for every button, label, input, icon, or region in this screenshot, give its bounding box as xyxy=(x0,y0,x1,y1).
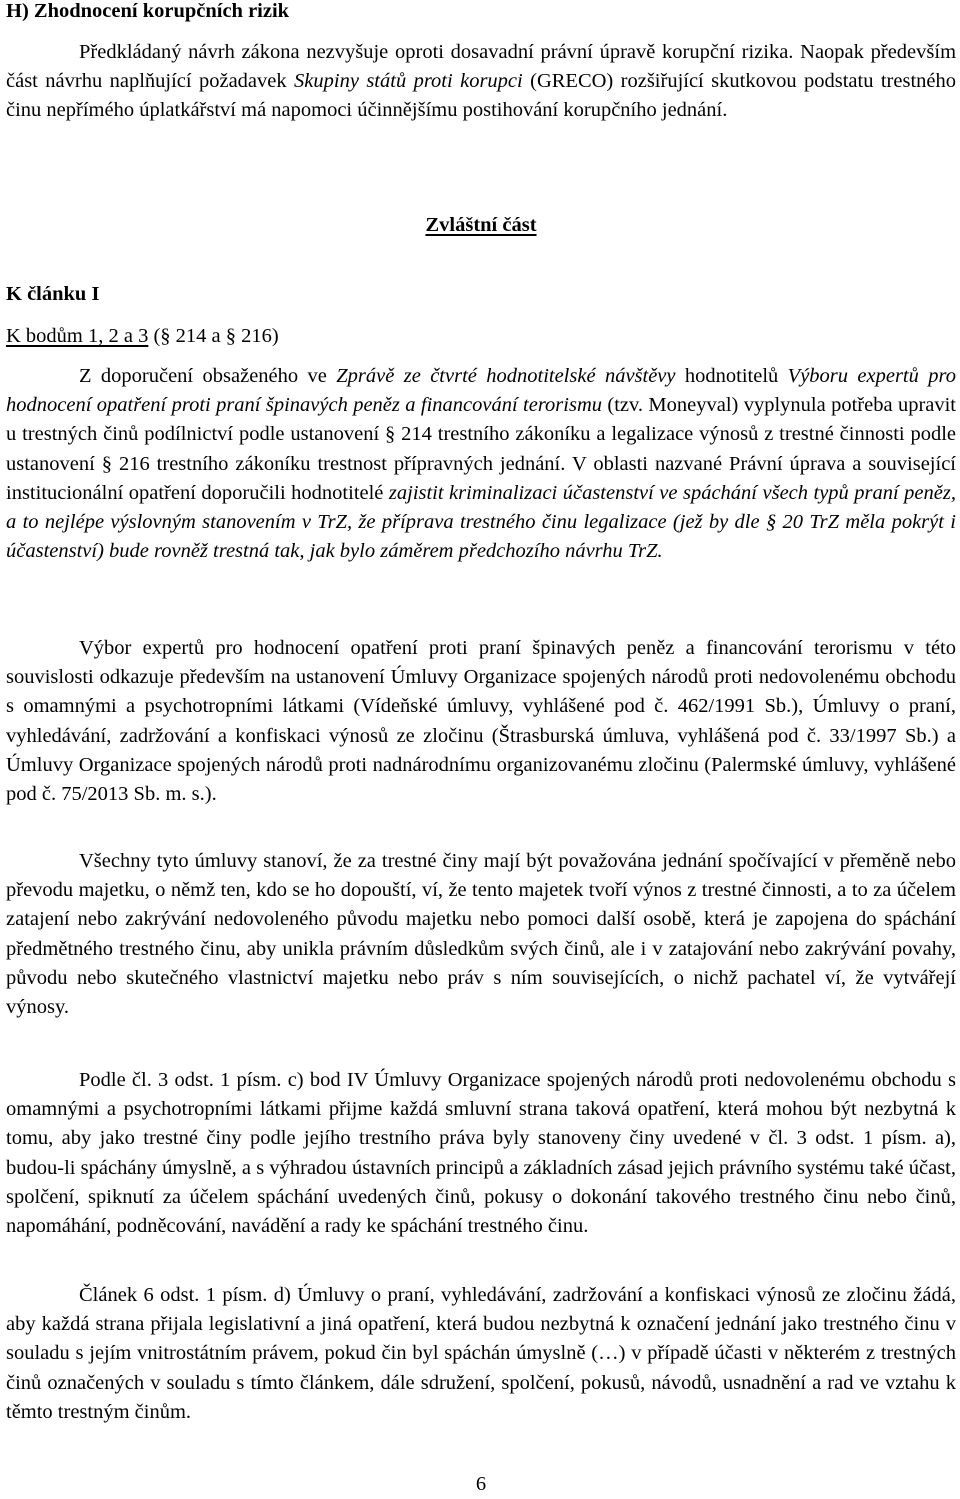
article-heading: K článku I xyxy=(6,283,100,305)
paragraph-article-6: Článek 6 odst. 1 písm. d) Úmluvy o praní, vyhledávání, zadržování a konfiskaci výnosů ze zločinu žádá, aby každá strana přijala legislativní a jiná opatření, která budou nezbytná k označení jednání jako trestného činu v souladu s jejím vnitrostátním právem, pokud čin byl spáchán úmyslně (…) v případě účasti v některém z trestných činů označených v souladu s tímto článkem, dále sdružení, spolčení, pokusů, návodů, usnadnění a rad ve vztahu k těmto trestným činům. xyxy=(6,1284,956,1423)
section-heading-corruption-risks: H) Zhodnocení korupčních rizik xyxy=(6,0,290,22)
paragraph-moneyval: Z doporučení obsaženého ve Zprávě ze čtvrté hodnotitelské návštěvy hodnotitelů Výboru expertů pro hodnocení opatření proti praní špinavých peněz a financování terorismu (tzv. Moneyval) vyplynula potřeba upravit u trestných činů podílnictví podle ustanovení § 214 trestního zákoníku a legalizace výnosů z trestné činnosti podle ustanovení § 216 trestního zákoníku trestnost přípravných jednání. V oblasti nazvané Právní úprava a související institucionální opatření doporučili hodnotitelé zajistit kriminalizaci účastenství ve spáchání všech typů praní peněz, a to nejlépe výslovným stanovením v TrZ, že příprava trestného činu legalizace (jež by dle § 20 TrZ měla pokrýt i účastenství) bude rovněž trestná tak, jak bylo záměrem předchozího návrhu TrZ. xyxy=(6,365,957,563)
special-part-heading: Zvláštní část xyxy=(425,214,537,236)
paragraph-offences: Všechny tyto úmluvy stanoví, že za trestné činy mají být považována jednání spočívající v přeměně nebo převodu majetku, o němž ten, kdo se ho dopouští, ví, že tento majetek tvoří výnos z trestné činnosti, a to za účelem zatajení nebo zakrývání nedovoleného původu majetku nebo pomoci další osobě, která je zapojena do spáchání předmětného trestného činu, aby unikla právním důsledkům svých činů, ale i v zatajování nebo zakrývání povahy, původu nebo skutečného vlastnictví majetku nebo práv s ním souvisejících, o nichž pachatel ví, že vytvářejí výnosy. xyxy=(6,850,956,1019)
points-heading: K bodům 1, 2 a 3 (§ 214 a § 216) xyxy=(6,325,279,347)
paragraph-conventions: Výbor expertů pro hodnocení opatření proti praní špinavých peněz a financování terorismu v této souvislosti odkazuje především na ustanovení Úmluvy Organizace spojených národů proti nedovolenému obchodu s omamnými a psychotropními látkami (Vídeňské úmluvy, vyhlášené pod č. 462/1991 Sb.), Úmluvy o praní, vyhledávání, zadržování a konfiskaci výnosů ze zločinu (Štrasburská úmluva, vyhlášená pod č. 33/1997 Sb.) a Úmluvy Organizace spojených národů proti nadnárodnímu organizovanému zločinu (Palermské úmluvy, vyhlášené pod č. 75/2013 Sb. m. s.). xyxy=(6,637,956,806)
page-number: 6 xyxy=(475,1473,487,1495)
paragraph-corruption-risks: Předkládaný návrh zákona nezvyšuje oproti dosavadní právní úpravě korupční rizika. Naopak především část návrhu naplňující požadavek Skupiny států proti korupci (GRECO) rozšiřující skutkovou podstatu trestného činu nepřímého úplatkářství má napomoci účinnějšímu postihování korupčního jednání. xyxy=(6,41,957,122)
paragraph-article-3: Podle čl. 3 odst. 1 písm. c) bod IV Úmluvy Organizace spojených národů proti nedovolenému obchodu s omamnými a psychotropními látkami přijme každá smluvní strana taková opatření, která mohou být nezbytná k tomu, aby jako trestné činy podle jejího trestního práva byly stanoveny činy uvedené v čl. 3 odst. 1 písm. a), budou-li spáchány úmyslně, a s výhradou ústavních principů a základních zásad jejich právního systému také účast, spolčení, spiknutí za účelem spáchání uvedených činů, pokusy o dokonání takového trestného činu nebo činů, napomáhání, podněcování, navádění a rady ke spáchání trestného činu. xyxy=(6,1069,956,1238)
